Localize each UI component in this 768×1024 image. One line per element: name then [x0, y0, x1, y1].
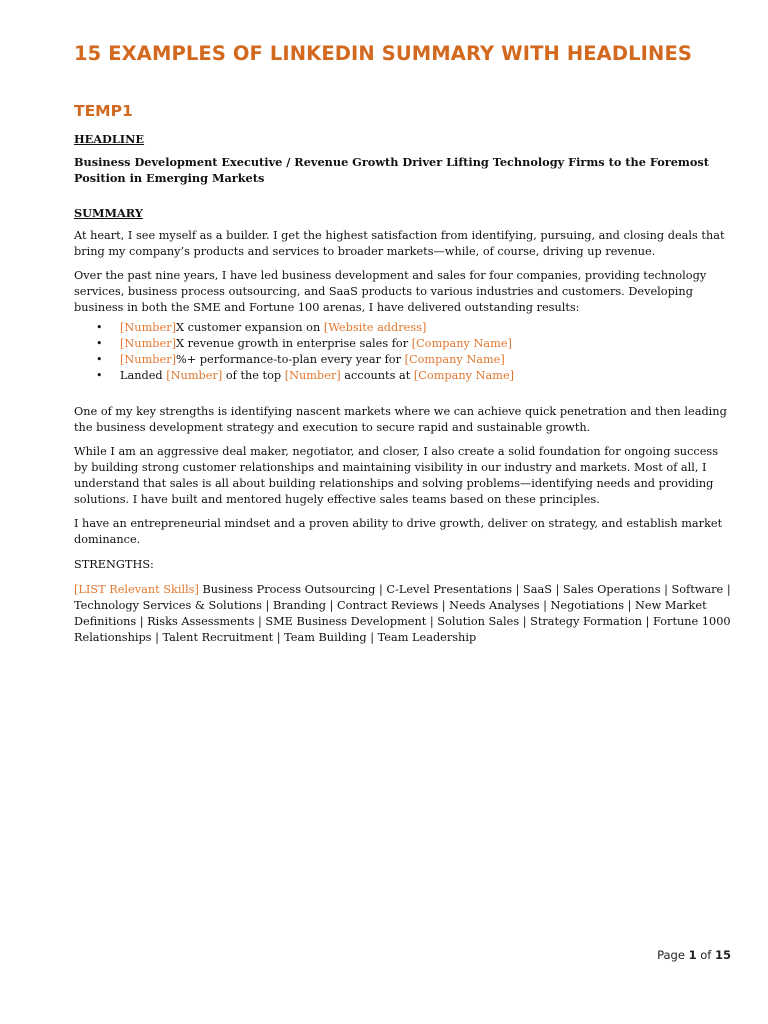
placeholder-number: [Number] [120, 353, 177, 366]
list-item [74, 336, 734, 352]
headline-text: Business Development Executive / Revenue Growth Driver Lifting Technology Firms to the Foremost Position in Emerging Markets [74, 155, 709, 185]
page-current: 1 [688, 948, 697, 962]
page-word: Page [657, 948, 685, 962]
summary-paragraph-3: One of my key strengths is identifying nascent markets where we can achieve quick penetration and then leading the business development strategy and execution to secure rapid and sustainable growth. [74, 405, 727, 434]
summary-paragraph-1: At heart, I see myself as a builder. I get the highest satisfaction from identifying, pursuing, and closing deals that bring my company’s products and services to broader markets—while, of course, driving up revenue. [74, 229, 725, 258]
placeholder-number: [Number] [166, 369, 223, 382]
list-item [74, 368, 734, 384]
bullet-text: X customer expansion on [176, 321, 324, 334]
bullet-text: accounts at [340, 369, 414, 382]
summary-paragraph-2: Over the past nine years, I have led business development and sales for four companies, providing technology services, business process outsourcing, and SaaS products to various industries and customers. Developing business in both the SME and Fortune 100 arenas, I have delivered outstanding results: [74, 269, 707, 314]
bullet-icon: • [96, 321, 103, 334]
list-item [74, 320, 734, 336]
bullet-icon: • [96, 337, 103, 350]
results-list [74, 320, 734, 384]
bullet-icon: • [96, 353, 103, 366]
headline-label: HEADLINE [74, 132, 145, 146]
bullet-text: of the top [222, 369, 285, 382]
placeholder-company: [Company Name] [413, 369, 515, 382]
bullet-text: X revenue growth in enterprise sales for [176, 337, 412, 350]
placeholder-company: [Company Name] [404, 353, 505, 366]
bullet-text: Landed [120, 369, 167, 382]
document-body [74, 131, 734, 646]
page-total: 15 [714, 948, 731, 962]
of-word: of [700, 948, 712, 962]
bullet-icon: • [96, 369, 103, 382]
summary-paragraph-5: I have an entrepreneurial mindset and a proven ability to drive growth, deliver on strategy, and establish market dominance. [74, 517, 723, 546]
list-item [74, 352, 734, 368]
placeholder-skills: [LIST Relevant Skills] [74, 583, 199, 596]
template-label: TEMP1 [74, 102, 133, 120]
strengths-label: STRENGTHS: [74, 558, 154, 571]
skills-paragraph [74, 582, 734, 646]
placeholder-number: [Number] [120, 321, 177, 334]
placeholder-company: [Company Name] [411, 337, 512, 350]
placeholder-website: [Website address] [323, 321, 427, 334]
document-title: 15 EXAMPLES OF LINKEDIN SUMMARY WITH HEADLINES [74, 42, 693, 65]
placeholder-number: [Number] [120, 337, 177, 350]
bullet-text: %+ performance-to-plan every year for [176, 353, 405, 366]
page-number [657, 948, 731, 962]
skills-text: Business Process Outsourcing | C-Level Presentations | SaaS | Sales Operations | Software | Technology Services & Solutions | Branding | Contract Reviews | Needs Analyses | Negotiations | New Market Definitions | Risks Assessments | SME Business Development | Solution Sales | Strategy Formation | Fortune 1000 Relationships | Talent Recruitment | Team Building | Team Leadership [74, 583, 731, 644]
summary-paragraph-4: While I am an aggressive deal maker, negotiator, and closer, I also create a solid foundation for ongoing success by building strong customer relationships and maintaining visibility in our industry and markets. Most of all, I understand that sales is all about building relationships and solving problems—identifying needs and providing solutions. I have built and mentored hugely effective sales teams based on these principles. [74, 445, 719, 506]
summary-label: SUMMARY [74, 206, 143, 220]
placeholder-number: [Number] [284, 369, 341, 382]
